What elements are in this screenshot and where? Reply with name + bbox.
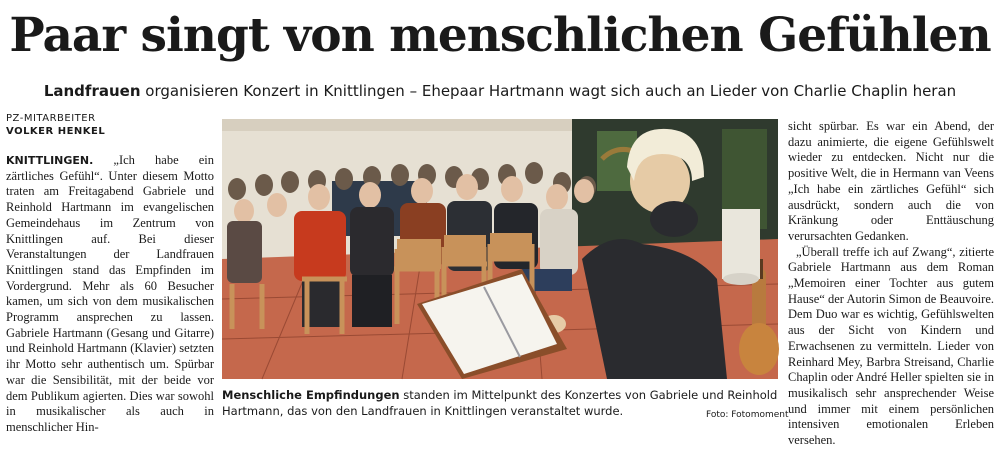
subheadline-text: organisieren Konzert in Knittlingen – Ehepaar Hartmann wagt sich auch an Lieder von Charlie Chaplin heran xyxy=(140,82,957,100)
caption-text: standen im Mittelpunkt des Konzertes von Gabriele und Reinhold Hartmann, das von den Landfrauen in Knittlingen veranstaltet wurde. xyxy=(222,388,778,418)
article-column-right xyxy=(788,119,994,448)
column-right-paragraph-1: sicht spürbar. Es war ein Abend, der dazu animierte, die eigene Gefühlswelt wieder zu entdecken. Nicht nur die positive Welt, die in Hermann van Veens „Ich habe ein zärtliches Gefühl“ sich ausdrückt, sondern auch die von Kränkung oder Enttäuschung verursachten Gedanken. xyxy=(788,119,994,243)
photo-caption xyxy=(222,387,778,419)
article-photo xyxy=(222,119,778,379)
article-column-left xyxy=(6,153,214,434)
byline-author: VOLKER HENKEL xyxy=(6,126,106,137)
column-right-paragraph-2: „Überall treffe ich auf Zwang“, zitierte Gabriele Hartmann aus dem Roman „Memoiren einer Tochter aus gutem Hause“ der Autorin Simon de Beauvoire. Dem Duo war es wichtig, Gefühlswelten aus der Sicht von Kindern und Erwachsenen zu vermitteln. Lieder von Reinhard Mey, Barbra Streisand, Charlie Chaplin oder André Heller spielten sie in musikalisch sehr ansprechender Weise und immer mit einem persönlichen intensiven emotionalen Erleben versehen. xyxy=(788,244,994,448)
headline: Paar singt von menschlichen Gefühlen xyxy=(9,8,991,63)
photo-credit: Foto: Fotomoment xyxy=(706,410,789,420)
byline xyxy=(6,112,216,138)
concert-photo-illustration xyxy=(222,119,778,379)
subheadline-kicker: Landfrauen xyxy=(43,82,141,100)
column-left-text: „Ich habe ein zärtliches Gefühl“. Unter diesem Motto traten am Freitagabend Gabriele und Reinhold Hartmann im evangelischen Gemeindehaus im Zentrum von Knittlingen auf. Bei dieser Veranstaltungen der Landfrauen Knittlingen stand das Empfinden im Vordergrund. Mehr als 60 Besucher kamen, um sich von dem musikalischen Programm ansprechen zu lassen. Gabriele Hartmann (Gesang und Gitarre) und Reinhold Hartmann (Klavier) setzten ihr Motto sehr authentisch um. Spürbar war die Sensibilität, mit der beide vor dem Publikum agierten. Dies war sowohl in musikalischer als auch in menschlicher Hin- xyxy=(6,153,214,434)
subheadline xyxy=(0,80,1000,102)
caption-lead: Menschliche Empfindungen xyxy=(222,388,400,402)
dateline: KNITTLINGEN. xyxy=(6,154,94,167)
byline-role: PZ-MITARBEITER xyxy=(6,113,96,124)
